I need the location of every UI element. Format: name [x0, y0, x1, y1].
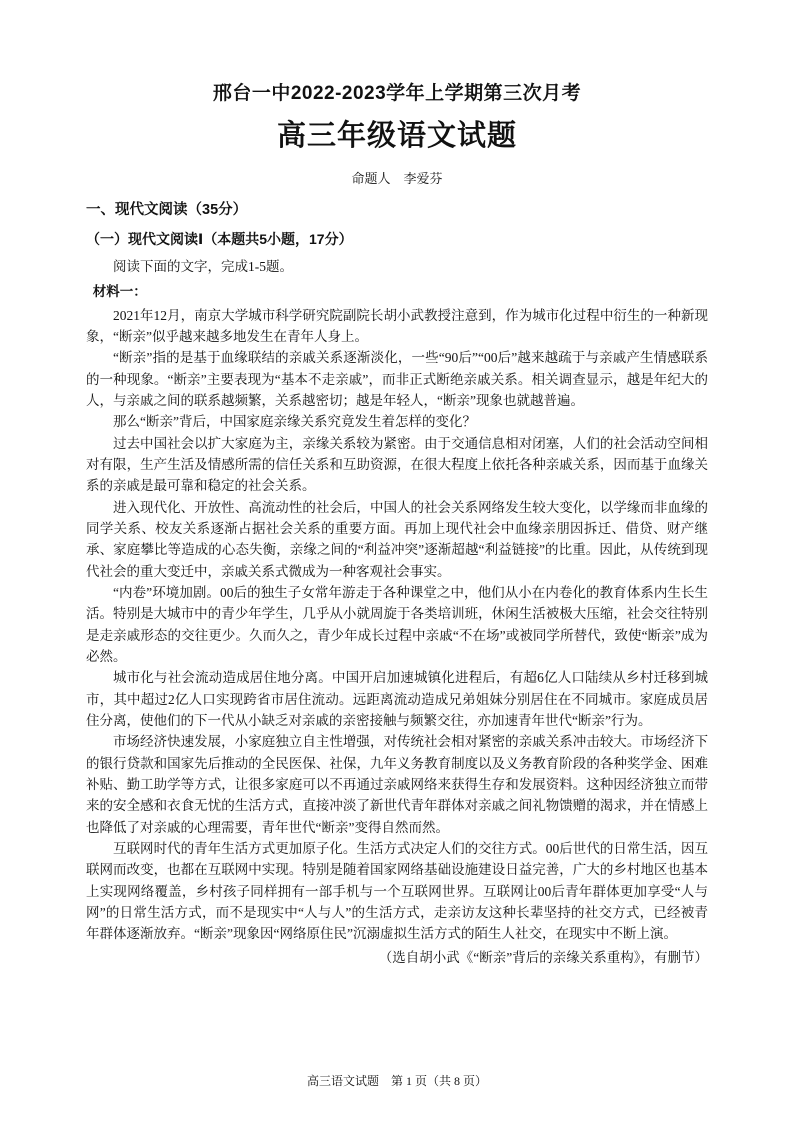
paragraph-5: 进入现代化、开放性、高流动性的社会后，中国人的社会关系网络发生较大变化，以学缘而非血缘的同学关系、校友关系逐渐占据社会关系的重要方面。再加上现代社会中血缘亲朋因拆迁、借贷、财产继承、家庭攀比等造成的心态失衡，亲缘之间的“利益冲突”逐渐超越“利益链接”的比重。因此，从传统到现代社会的重大变迁中，亲戚关系式微成为一种客观社会事实。	[86, 499, 708, 579]
source-attribution: （选自胡小武《“断亲”背后的亲缘关系重构》，有删节）	[378, 949, 708, 965]
subsection-heading: （一）现代文阅读Ⅰ（本题共5小题，17分）	[86, 230, 353, 247]
page-number-label: 高三语文试题 第 1 页（共 8 页）	[306, 1074, 487, 1088]
paragraph-6: “内卷”环境加剧。00后的独生子女常年游走于各种课堂之中，他们从小在内卷化的教育体系内生长生活。特别是大城市中的青少年学生，几乎从小就周旋于各类培训班，休闲生活被极大压缩，社会交往特别是走亲戚形态的交往更少。久而久之，青少年成长过程中亲戚“不在场”或被同学所替代，致使“断亲”成为必然。	[86, 584, 708, 664]
paragraph-7: 城市化与社会流动造成居住地分离。中国开启加速城镇化进程后，有超6亿人口陆续从乡村迁移到城市，其中超过2亿人口实现跨省市居住流动。远距离流动造成兄弟姐妹分别居住在不同城市。家庭成员居住分离，使他们的下一代从小缺乏对亲戚的亲密接触与频繁交往，亦加速青年世代“断亲”行为。	[86, 670, 708, 728]
paragraph-3: 那么“断亲”背后，中国家庭亲缘关系究竟发生着怎样的变化？	[113, 414, 476, 430]
paragraph-1: 2021年12月，南京大学城市科学研究院副院长胡小武教授注意到，作为城市化过程中衍生的一种新现象，“断亲”似乎越来越多地发生在青年人身上。	[86, 307, 708, 344]
page-content	[86, 199, 708, 968]
paper-title: 高三年级语文试题	[276, 120, 517, 152]
material-label: 材料一：	[92, 284, 147, 300]
examiner-line: 命题人 李爱芬	[351, 171, 443, 186]
page-header	[86, 78, 708, 187]
exam-title: 邢台一中2022-2023学年上学期第三次月考	[212, 83, 582, 104]
page-footer	[0, 1072, 794, 1089]
paragraph-4: 过去中国社会以扩大家庭为主，亲缘关系较为紧密。由于交通信息相对闭塞，人们的社会活动空间相对有限，生产生活及情感所需的信任关系和互助资源，在很大程度上依托各种亲戚关系，因而基于血缘关系的亲戚是最可靠和稳定的社会关系。	[86, 435, 708, 494]
paragraph-9: 互联网时代的青年生活方式更加原子化。生活方式决定人们的交往方式。00后世代的日常生活，因互联网而改变，也都在互联网中实现。特别是随着国家网络基础设施建设日益完善，广大的乡村地区也基本上实现网络覆盖，乡村孩子同样拥有一部手机与一个互联网世界。互联网让00后青年群体更加享受“人与网”的日常生活方式，而不是现实中“人与人”的生活方式，走亲访友这种长辈坚持的社交方式，已经被青年群体逐渐放弃。“断亲”现象因“网络原住民”沉溺虚拟生活方式的陌生人社交，在现实中不断上演。	[86, 840, 708, 942]
section-heading: 一、现代文阅读（35分）	[86, 202, 248, 218]
paragraph-2: “断亲”指的是基于血缘联结的亲戚关系逐渐淡化，一些“90后”“00后”越来越疏于与亲戚产生情感联系的一种现象。“断亲”主要表现为“基本不走亲戚”，而非正式断绝亲戚关系。相关调查显示，越是年纪大的人，与亲戚之间的联系越频繁，关系越密切；越是年轻人，“断亲”现象也就越普遍。	[86, 350, 708, 408]
paragraph-8: 市场经济快速发展，小家庭独立自主性增强，对传统社会相对紧密的亲戚关系冲击较大。市场经济下的银行贷款和国家先后推动的全民医保、社保，九年义务教育制度以及义务教育阶段的各种奖学金、困难补贴、勤工助学等方式，让很多家庭可以不再通过亲戚网络来获得生存和发展资料。这种因经济独立而带来的安全感和衣食无忧的生活方式，直接冲淡了新世代青年群体对亲戚之间礼物馈赠的渴求，并在情感上也降低了对亲戚的心理需要，青年世代“断亲”变得自然而然。	[86, 734, 708, 835]
reading-instruction: 阅读下面的文字，完成1-5题。	[113, 259, 293, 275]
